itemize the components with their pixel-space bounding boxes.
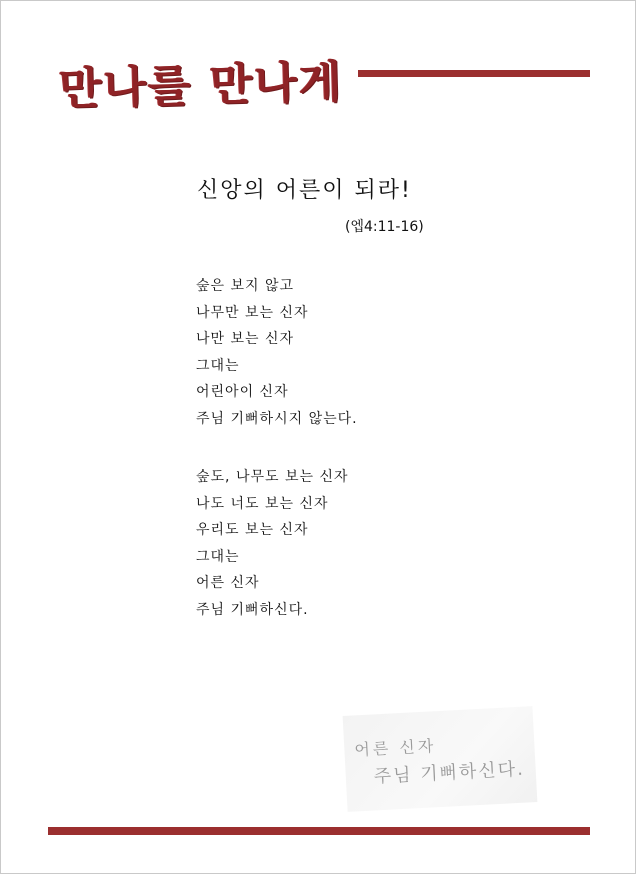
calligraphy-caption bbox=[343, 706, 538, 812]
scripture-reference: (엡4:11-16) bbox=[345, 219, 424, 235]
header-rule bbox=[358, 70, 590, 77]
caption-line: 주님 기뻐하신다. bbox=[373, 758, 526, 788]
footer-rule bbox=[48, 827, 590, 835]
poem-line: 어린아이 신자 bbox=[196, 384, 289, 400]
poem-stanza-1 bbox=[196, 273, 358, 432]
poem-line: 나도 너도 보는 신자 bbox=[196, 495, 329, 512]
caption-line: 어른 신자 bbox=[353, 736, 437, 760]
poem-line: 우리도 보는 신자 bbox=[196, 522, 309, 538]
brand-logo: 만나를 만나게 bbox=[58, 56, 345, 115]
poem-line: 숲도, 나무도 보는 신자 bbox=[196, 469, 349, 485]
poem-stanza-2 bbox=[196, 464, 349, 623]
article-title: 신앙의 어른이 되라! bbox=[197, 178, 412, 203]
poem-line: 그대는 bbox=[196, 548, 240, 565]
poem-line: 나만 보는 신자 bbox=[196, 331, 295, 347]
poem-line: 주님 기뻐하시지 않는다. bbox=[196, 410, 358, 427]
poem-line: 숲은 보지 않고 bbox=[196, 278, 295, 294]
poem-line: 주님 기뻐하신다. bbox=[196, 601, 309, 618]
poem-line: 어른 신자 bbox=[196, 575, 260, 591]
poem-line: 나무만 보는 신자 bbox=[196, 304, 309, 321]
poem-line: 그대는 bbox=[196, 357, 240, 374]
